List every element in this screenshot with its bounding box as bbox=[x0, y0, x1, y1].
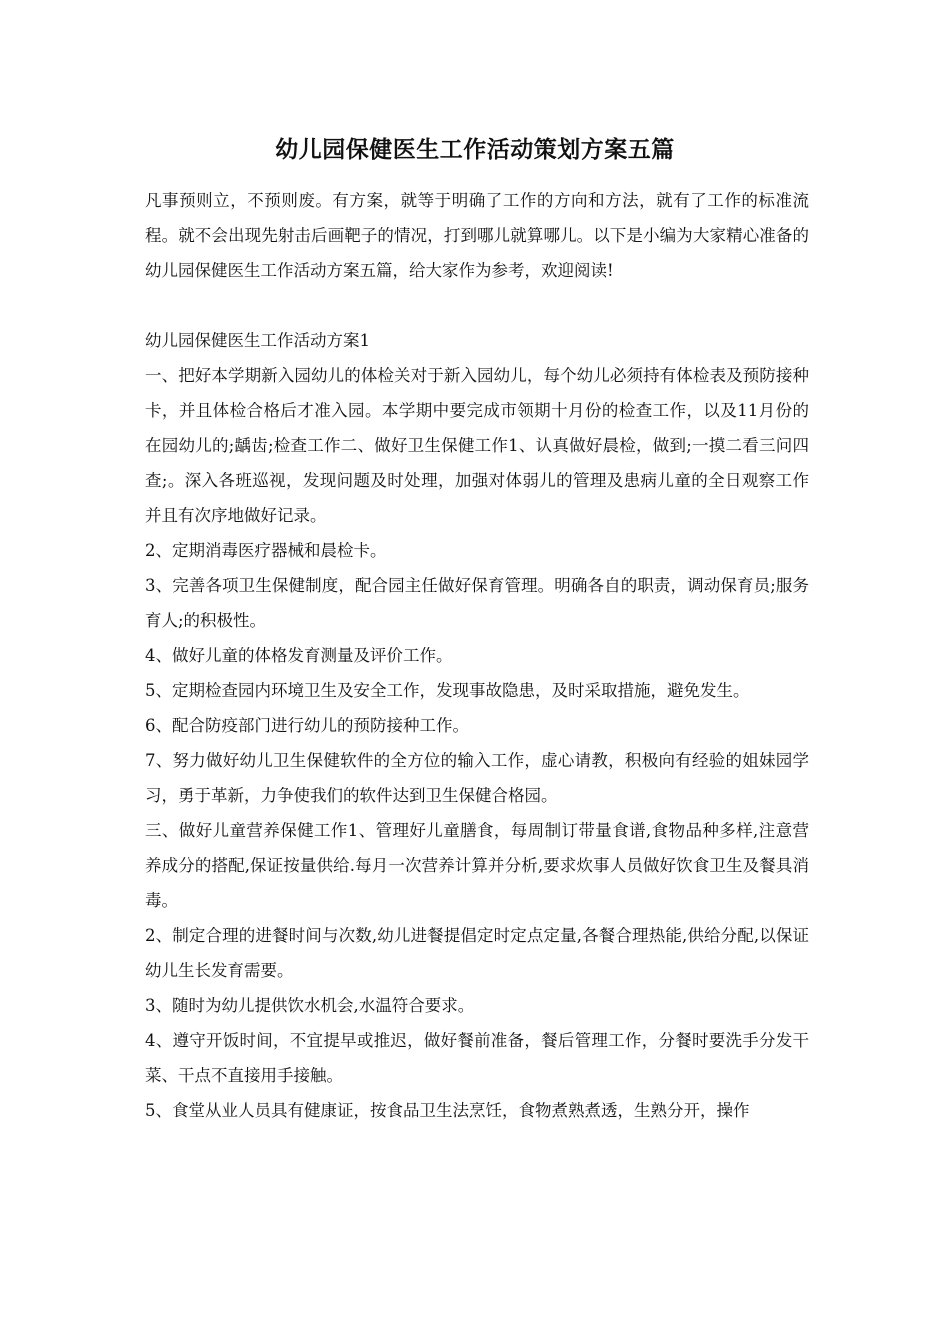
body-paragraph: 一、把好本学期新入园幼儿的体检关对于新入园幼儿，每个幼儿必须持有体检表及预防接种卡，并且体检合格后才准入园。本学期中要完成市领期十月份的检查工作，以及11月份的在园幼儿的;龋齿;检查工作二、做好卫生保健工作1、认真做好晨检，做到;一摸二看三问四查;。深入各班巡视，发现问题及时处理，加强对体弱儿的管理及患病儿童的全日观察工作并且有次序地做好记录。 bbox=[145, 366, 809, 525]
body-paragraph: 三、做好儿童营养保健工作1、管理好儿童膳食，每周制订带量食谱,食物品种多样,注意营养成分的搭配,保证按量供给.每月一次营养计算并分析,要求炊事人员做好饮食卫生及餐具消毒。 bbox=[145, 821, 809, 910]
body-paragraph: 2、制定合理的进餐时间与次数,幼儿进餐提倡定时定点定量,各餐合理热能,供给分配,以保证幼儿生长发育需要。 bbox=[145, 926, 809, 980]
document-body bbox=[145, 183, 809, 1128]
body-paragraph: 3、完善各项卫生保健制度，配合园主任做好保育管理。明确各自的职责，调动保育员;服务育人;的积极性。 bbox=[145, 576, 809, 630]
body-paragraph: 4、遵守开饭时间，不宜提早或推迟，做好餐前准备，餐后管理工作，分餐时要洗手分发干菜、干点不直接用手接触。 bbox=[145, 1031, 809, 1085]
body-paragraph: 7、努力做好幼儿卫生保健软件的全方位的输入工作，虚心请教，积极向有经验的姐妹园学习，勇于革新，力争使我们的软件达到卫生保健合格园。 bbox=[145, 751, 809, 805]
body-paragraph: 5、食堂从业人员具有健康证，按食品卫生法烹饪，食物煮熟煮透，生熟分开，操作 bbox=[145, 1101, 750, 1120]
body-paragraph: 2、定期消毒医疗器械和晨检卡。 bbox=[145, 541, 387, 560]
blank-line bbox=[145, 288, 809, 323]
section-heading: 幼儿园保健医生工作活动方案1 bbox=[145, 331, 370, 350]
body-paragraph: 4、做好儿童的体格发育测量及评价工作。 bbox=[145, 646, 453, 665]
document-title: 幼儿园保健医生工作活动策划方案五篇 bbox=[275, 136, 675, 163]
body-paragraph: 5、定期检查园内环境卫生及安全工作，发现事故隐患，及时采取措施，避免发生。 bbox=[145, 681, 750, 700]
intro-paragraph: 凡事预则立，不预则废。有方案，就等于明确了工作的方向和方法，就有了工作的标准流程。就不会出现先射击后画靶子的情况，打到哪儿就算哪儿。以下是小编为大家精心准备的幼儿园保健医生工作活动方案五篇，给大家作为参考，欢迎阅读! bbox=[145, 191, 809, 280]
body-paragraph: 3、随时为幼儿提供饮水机会,水温符合要求。 bbox=[145, 996, 475, 1015]
body-paragraph: 6、配合防疫部门进行幼儿的预防接种工作。 bbox=[145, 716, 469, 735]
